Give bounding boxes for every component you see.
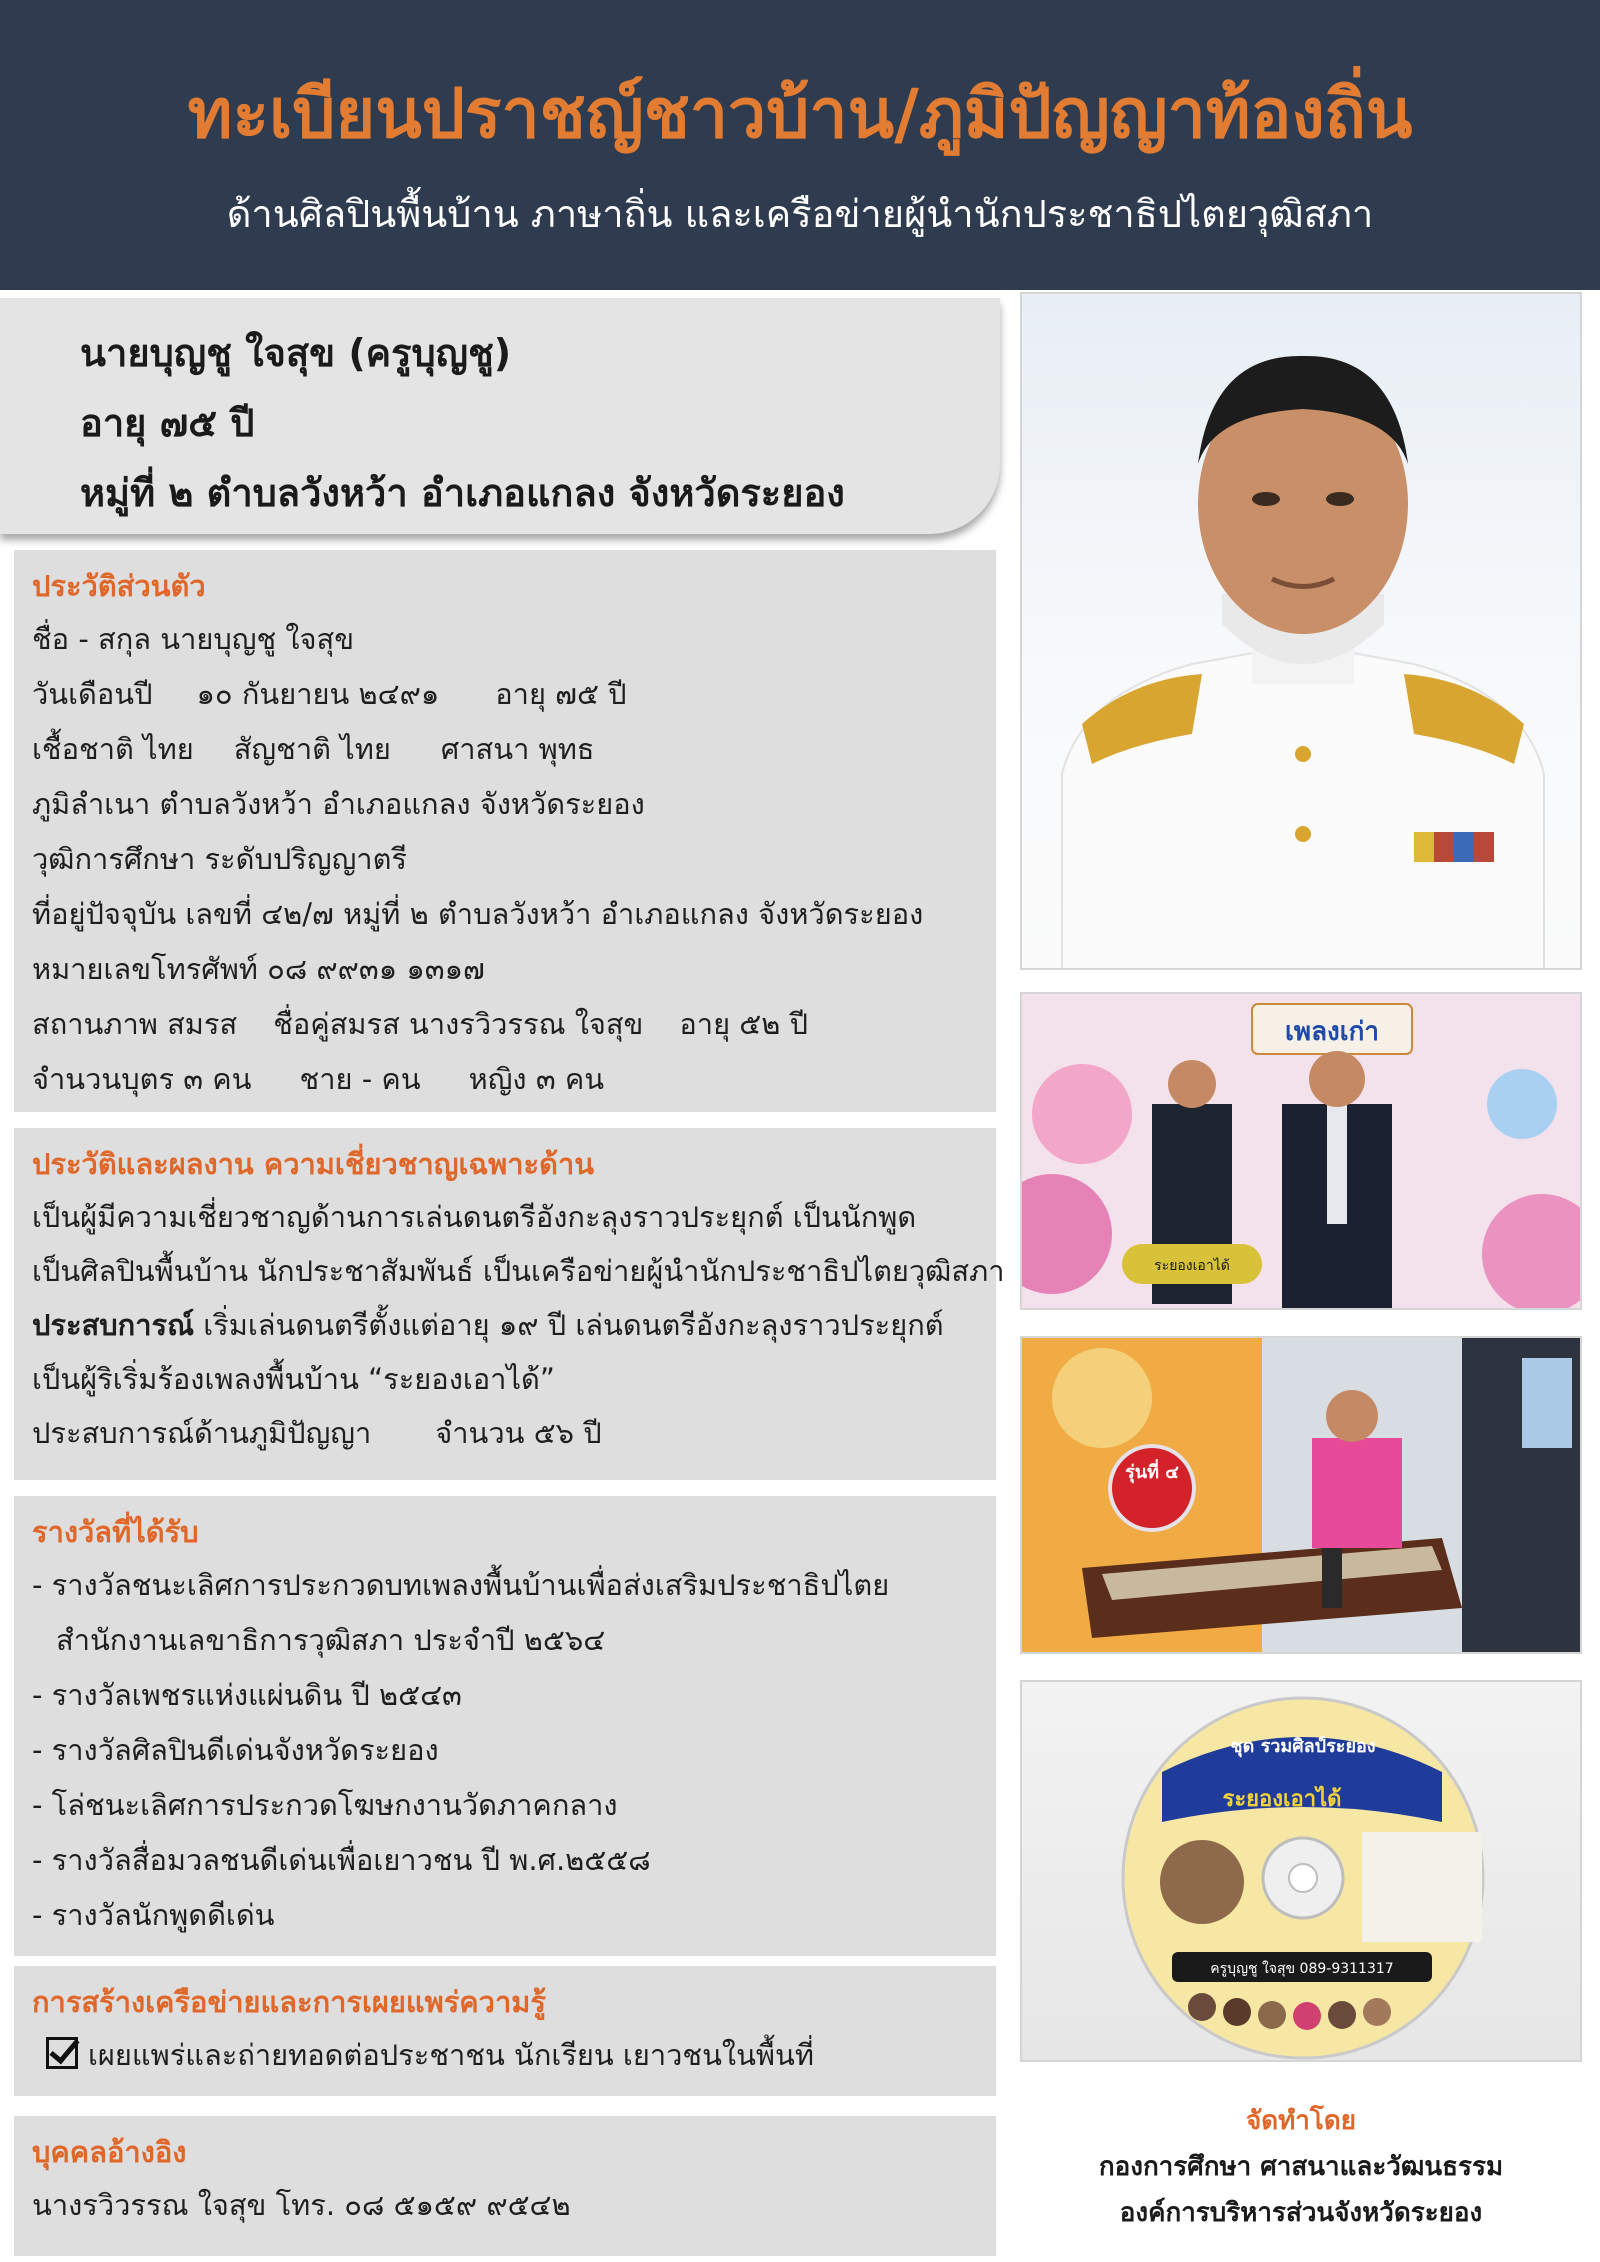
profile-name: นายบุญชู ใจสุข (ครูบุญชู) (80, 331, 512, 375)
fullname-row: ชื่อ - สกุล นายบุญชู ใจสุข (32, 622, 355, 656)
performance-illustration (1022, 994, 1582, 1310)
hometown-row: ภูมิลำเนา ตำบลวังหว้า อำเภอแกลง จังหวัดระยอง (32, 787, 645, 821)
cd-title-text: ระยองเอาได้ (1222, 1787, 1342, 1812)
wisdom-value: จำนวน ๕๖ ปี (435, 1416, 602, 1450)
profile-card (0, 298, 1000, 534)
spouse-name: ชื่อคู่สมรส นางรวิวรรณ ใจสุข (273, 1007, 644, 1041)
birthdate-value: ๑๐ กันยายน ๒๔๙๑ (196, 677, 440, 711)
wisdom-experience-row (32, 1406, 996, 1460)
personal-history-title: ประวัติส่วนตัว (32, 569, 206, 603)
spouse-age: อายุ ๕๒ ปี (679, 1007, 808, 1041)
works-line-4: เป็นผู้ริเริ่มร้องเพลงพื้นบ้าน “ระยองเอาได้” (32, 1362, 555, 1396)
reference-person: นางรวิวรรณ ใจสุข โทร. ๐๘ ๕๑๕๙ ๙๕๔๒ (32, 2188, 571, 2222)
works-title: ประวัติและผลงาน ความเชี่ยวชาญเฉพาะด้าน (32, 1147, 595, 1181)
marital-row (32, 997, 996, 1052)
network-title: การสร้างเครือข่ายและการเผยแพร่ความรู้ (32, 1985, 546, 2019)
award-item: - รางวัลเพชรแห่งแผ่นดิน ปี ๒๕๔๓ (32, 1678, 462, 1712)
marital-status: สถานภาพ สมรส (32, 1007, 238, 1041)
cd-phone-text: ครูบุญชู ใจสุข 089-9311317 (1210, 1961, 1394, 1977)
personal-history-section (14, 550, 996, 1112)
awards-title: รางวัลที่ได้รับ (32, 1515, 199, 1549)
religion-value: ศาสนา พุทธ (440, 732, 595, 766)
origin-row (32, 722, 996, 777)
works-section (14, 1128, 1005, 1480)
credit-title: จัดทำโดย (1246, 2106, 1356, 2136)
page-title: ทะเบียนปราชญ์ชาวบ้าน/ภูมิปัญญาท้องถิ่น (187, 75, 1413, 154)
award-item: - รางวัลชนะเลิศการประกวดบทเพลงพื้นบ้านเพื่อส่งเสริมประชาธิปไตย (32, 1568, 890, 1602)
experience-text: เริ่มเล่นดนตรีตั้งแต่อายุ ๑๙ ปี เล่นดนตรีอังกะลุงราวประยุกต์ (194, 1308, 944, 1342)
reference-section (14, 2116, 996, 2256)
performance-photo (1020, 992, 1582, 1310)
reference-title: บุคคลอ้างอิง (32, 2135, 187, 2169)
age-value: อายุ ๗๕ ปี (495, 677, 627, 711)
credit-division: กองการศึกษา ศาสนาและวัฒนธรรม (1098, 2152, 1504, 2182)
network-section (14, 1966, 996, 2096)
works-line-1: เป็นผู้มีความเชี่ยวชาญด้านการเล่นดนตรีอังกะลุงราวประยุกต์ เป็นนักพูด (32, 1200, 917, 1234)
checkbox-checked-icon (46, 2037, 78, 2069)
phone-row: หมายเลขโทรศัพท์ ๐๘ ๙๙๓๑ ๑๓๑๗ (32, 952, 485, 986)
instrument-photo (1020, 1336, 1582, 1654)
network-item (32, 2028, 996, 2083)
banner-text: เพลงเก่า (1285, 1017, 1379, 1047)
birthdate-label: วันเดือนปี (32, 677, 153, 711)
children-sons: ชาย - คน (299, 1062, 421, 1096)
credit-block (1020, 2098, 1582, 2236)
awards-section (14, 1496, 996, 1956)
page-subtitle: ด้านศิลปินพื้นบ้าน ภาษาถิ่น และเครือข่ายผู้นำนักประชาธิปไตยวุฒิสภา (226, 192, 1374, 236)
children-daughters: หญิง ๓ คน (468, 1062, 605, 1096)
poster-text: รุ่นที่ ๔ (1125, 1462, 1179, 1483)
award-item: - รางวัลสื่อมวลชนดีเด่นเพื่อเยาวชน ปี พ.ศ.๒๕๕๘ (32, 1843, 651, 1877)
birthdate-row (32, 667, 996, 722)
works-experience-row (32, 1298, 996, 1352)
education-row: วุฒิการศึกษา ระดับปริญญาตรี (32, 842, 407, 876)
network-item-text: เผยแพร่และถ่ายทอดต่อประชาชน นักเรียน เยาวชนในพื้นที่ (88, 2038, 814, 2072)
profile-address: หมู่ที่ ๒ ตำบลวังหว้า อำเภอแกลง จังหวัดระยอง (80, 471, 845, 515)
award-item: - โล่ชนะเลิศการประกวดโฆษกงานวัดภาคกลาง (32, 1788, 618, 1822)
ethnicity-value: เชื้อชาติ ไทย (32, 732, 194, 766)
portrait-photo (1020, 292, 1582, 970)
experience-label: ประสบการณ์ (32, 1308, 194, 1342)
award-item: สำนักงานเลขาธิการวุฒิสภา ประจำปี ๒๕๖๔ (56, 1623, 606, 1657)
portrait-illustration (1022, 294, 1582, 970)
award-item: - รางวัลนักพูดดีเด่น (32, 1898, 275, 1932)
credit-organization: องค์การบริหารส่วนจังหวัดระยอง (1119, 2198, 1483, 2228)
children-total: จำนวนบุตร ๓ คน (32, 1062, 252, 1096)
works-line-2: เป็นศิลปินพื้นบ้าน นักประชาสัมพันธ์ เป็นเครือข่ายผู้นำนักประชาธิปไตยวุฒิสภา (32, 1254, 1005, 1288)
cd-photo (1020, 1680, 1582, 2062)
cd-illustration (1022, 1682, 1582, 2062)
wisdom-label: ประสบการณ์ด้านภูมิปัญญา (32, 1416, 372, 1450)
children-row (32, 1052, 996, 1107)
current-address-row: ที่อยู่ปัจจุบัน เลขที่ ๔๒/๗ หมู่ที่ ๒ ตำบลวังหว้า อำเภอแกลง จังหวัดระยอง (32, 897, 924, 931)
award-item: - รางวัลศิลปินดีเด่นจังหวัดระยอง (32, 1733, 439, 1767)
cd-series-text: ชุด รวมศิลป์ระยอง (1230, 1736, 1376, 1757)
profile-age: อายุ ๗๕ ปี (80, 401, 255, 445)
stage-sign-text: ระยองเอาได้ (1154, 1258, 1230, 1274)
nationality-value: สัญชาติ ไทย (233, 732, 391, 766)
page-header (0, 0, 1600, 290)
instrument-illustration (1022, 1338, 1582, 1654)
